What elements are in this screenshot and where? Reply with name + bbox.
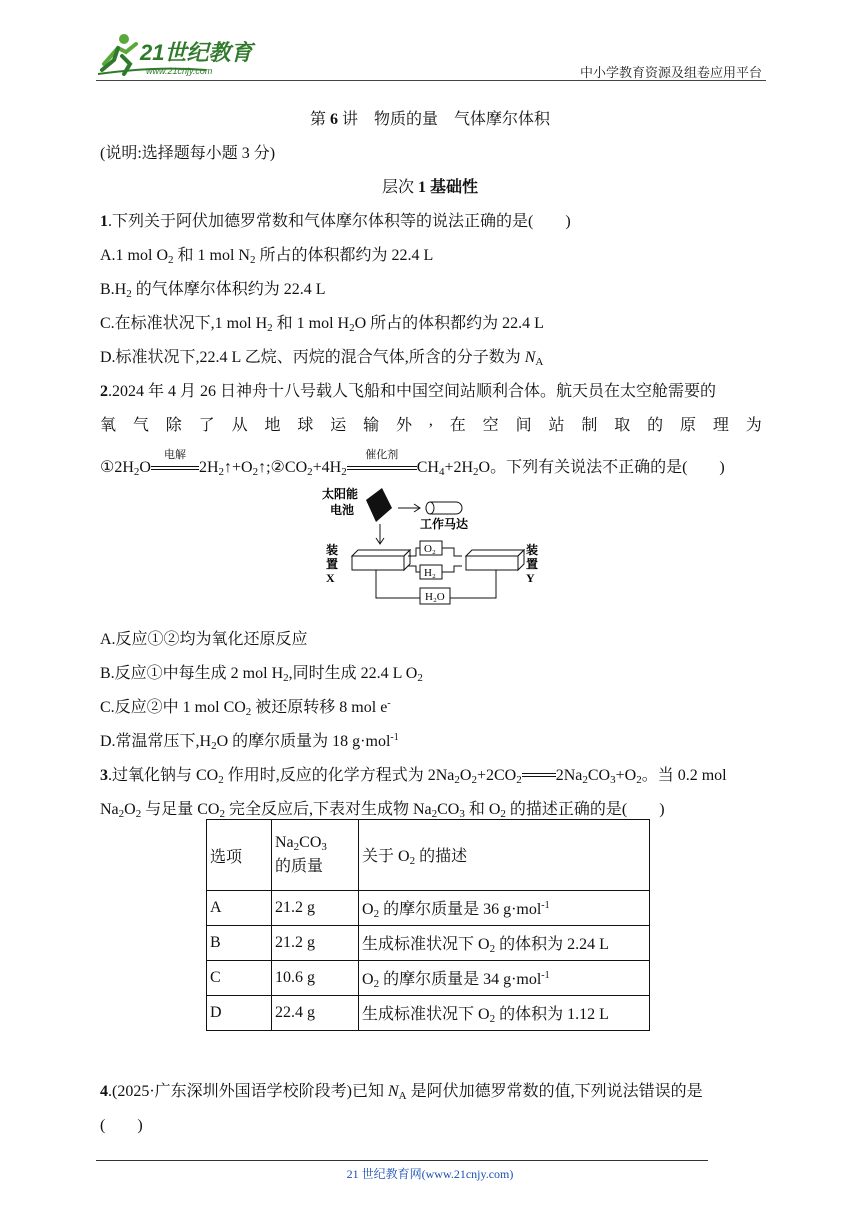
header-divider: [96, 80, 766, 81]
electrolysis-condition: 电解: [151, 460, 199, 476]
svg-text:X: X: [326, 571, 335, 585]
stem-char: 原: [680, 417, 697, 434]
table-row: A 21.2 g $O_2$ 的摩尔质量是 36 g·mol$^{-1}$: [207, 891, 650, 926]
stem-char: 空: [482, 417, 499, 434]
table-row: B 21.2 g 生成标准状况下 $O_2$ 的体积为 2.24 L: [207, 926, 650, 961]
catalyst-condition: 催化剂: [347, 460, 417, 476]
level-heading: 层次 1 基础性: [381, 179, 479, 196]
svg-text:21世纪教育: 21世纪教育: [140, 40, 253, 65]
svg-text:置: 置: [326, 557, 339, 571]
stem-char: 地: [264, 417, 281, 434]
stem-char: 球: [297, 417, 314, 434]
table-header-desc: 关于 $O_2$ 的描述: [359, 820, 650, 891]
svg-text:www.21cnjy.com: www.21cnjy.com: [146, 66, 213, 76]
question-2-option-b: B.反应①中每生成 2 mol $H_2$,同时生成 22.4 L $O_2$: [100, 665, 423, 684]
question-2-option-a: A.反应①②均为氧化还原反应: [100, 631, 308, 648]
stem-char: 制: [581, 417, 598, 434]
svg-text:H₂O: H₂O: [425, 591, 445, 603]
stem-char: 运: [330, 417, 347, 434]
stem-char: 间: [515, 417, 532, 434]
stem-char: 外: [396, 417, 413, 434]
svg-text:装: 装: [326, 543, 339, 557]
stem-char: 取: [614, 417, 631, 434]
table-row: D 22.4 g 生成标准状况下 $O_2$ 的体积为 1.12 L: [207, 996, 650, 1031]
space-station-diagram: [322, 486, 552, 608]
footer-divider: [96, 1160, 708, 1161]
question-2-option-c: C.反应②中 1 mol $CO_2$ 被还原转移 8 mol e-: [100, 698, 391, 718]
site-logo: [96, 30, 266, 78]
question-1-option-c: C.在标准状况下,1 mol $H_2$ 和 1 mol $H_2O$ 所占的体积都约为 22.4 L: [100, 315, 544, 334]
svg-text:装: 装: [526, 543, 539, 557]
svg-text:置: 置: [526, 557, 539, 571]
platform-name: 中小学教育资源及组卷应用平台: [579, 65, 762, 80]
svg-text:电池: 电池: [330, 503, 355, 517]
table-header-mass: $Na_2CO_3$ 的质量: [272, 820, 359, 891]
motor-label: 工作马达: [420, 517, 469, 531]
question-3-table: [206, 819, 650, 1031]
footer-link[interactable]: 21 世纪教育网(www.21cnjy.com): [346, 1167, 514, 1181]
stem-char: ,: [428, 412, 433, 429]
question-4-paren: ( ): [100, 1117, 143, 1134]
runner-logo-icon: [96, 30, 266, 78]
stem-char: 了: [198, 417, 215, 434]
solar-label: 太阳能: [322, 487, 359, 501]
stem-char: 站: [548, 417, 565, 434]
question-2-option-d: D.常温常压下$,H_2O$ 的摩尔质量为 18 g·mol$^{-1}$: [100, 732, 399, 752]
stem-char: 输: [363, 417, 380, 434]
question-2-stem-line-2: [100, 412, 762, 435]
question-3-stem-line-1: 3.过氧化钠与 $CO_2$ 作用时,反应的化学方程式为 $2Na_2O_2+2CO_2$ $2Na_2CO_3+O_2$。当 0.2 mol: [100, 767, 727, 786]
solar-panel-icon: [366, 488, 392, 522]
page-header: [96, 30, 766, 78]
stem-char: 除: [165, 417, 182, 434]
table-row: C 10.6 g $O_2$ 的摩尔质量是 34 g·mol$^{-1}$: [207, 961, 650, 996]
stem-char: 的: [647, 417, 664, 434]
device-y-icon: [466, 556, 518, 570]
question-4-stem: 4.(2025·广东深圳外国语学校阶段考)已知 $N_A$ 是阿伏加德罗常数的值,下列说法错误的是: [100, 1083, 703, 1102]
stem-char: 氧: [100, 417, 117, 434]
svg-text:O₂: O₂: [424, 543, 436, 555]
question-3-stem-line-2: $Na_2O_2$ 与足量 $CO_2$ 完全反应后,下表对生成物 $Na_2CO_3$ 和 $O_2$ 的描述正确的是( ): [100, 801, 665, 820]
device-x-icon: [352, 556, 404, 570]
stem-char: 在: [449, 417, 466, 434]
stem-char: 理: [712, 417, 729, 434]
stem-char: 为: [745, 417, 762, 434]
question-2-reactions: $①2H_2O$ 电解 $2H_2↑+O_2↑;②CO_2+4H_2$ 催化剂 $CH_4+2H_2O$。下列有关说法不正确的是( ): [100, 449, 725, 478]
stem-char: 气: [132, 417, 149, 434]
stem-char: 从: [231, 417, 248, 434]
instruction-note: (说明:选择题每小题 3 分): [100, 145, 276, 162]
question-1-option-b: $B.H_2$ 的气体摩尔体积约为 22.4 L: [100, 281, 326, 300]
question-1-option-a: A.1 mol $O_2$ 和 1 mol $N_2$ 所占的体积都约为 22.4 L: [100, 247, 434, 266]
svg-text:H₂: H₂: [424, 567, 436, 579]
question-1-option-d: D.标准状况下,22.4 L 乙烷、丙烷的混合气体,所含的分子数为 $N_A$: [100, 349, 544, 368]
svg-text:Y: Y: [526, 571, 535, 585]
table-header-option: 选项: [207, 820, 272, 891]
question-1-stem: 1.下列关于阿伏加德罗常数和气体摩尔体积等的说法正确的是( ): [100, 213, 571, 230]
question-2-stem-line-1: 2.2024 年 4 月 26 日神舟十八号载人飞船和中国空间站顺利合体。航天员在太空舱需要的: [100, 383, 717, 400]
lesson-title: 第 6 讲 物质的量 气体摩尔体积: [309, 111, 551, 128]
